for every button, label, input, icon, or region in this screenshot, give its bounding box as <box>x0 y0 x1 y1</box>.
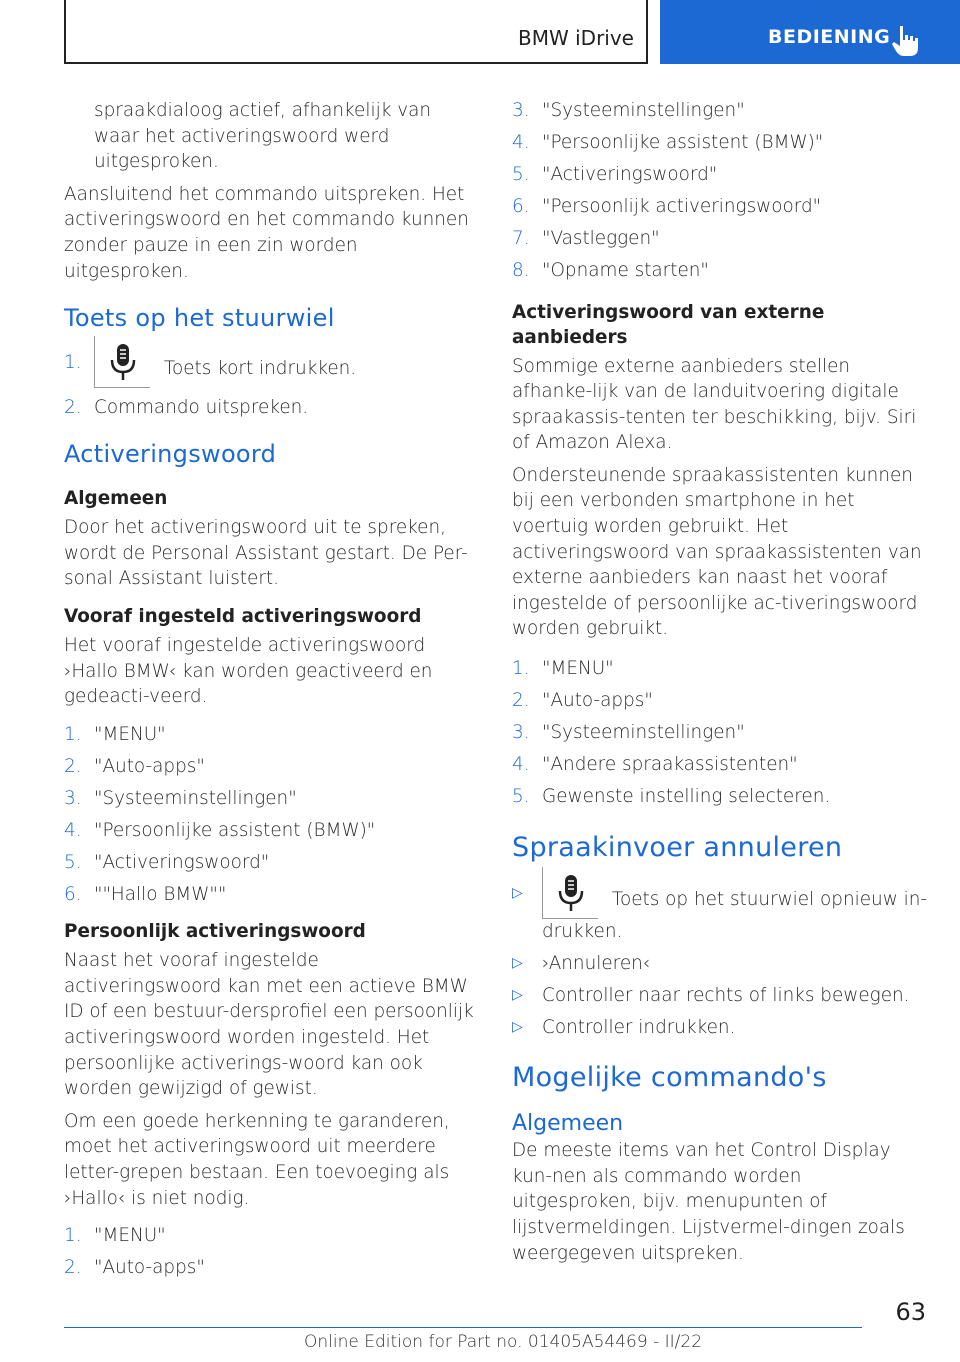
vooraf-steps <box>64 722 480 908</box>
bullet-triangle-icon: ▷ <box>512 986 523 1003</box>
list-item: 3. "Systeeminstellingen" <box>64 787 297 809</box>
list-item: ▷ Toets op het stuurwiel opnieuw in-drukken. <box>512 881 928 945</box>
list-item: 4. "Persoonlijke assistent (BMW)" <box>64 819 376 841</box>
list-item: 3. "Systeeminstellingen" <box>512 100 745 121</box>
persoonlijk-paragraph-2: Om een goede herkenning te garanderen, moet het activeringswoord uit meerdere letter-grepen bestaan. Een toevoeging als ›Hallo‹ is niet nodig. <box>64 1110 450 1209</box>
vooraf-paragraph: Het vooraf ingestelde activeringswoord ›Hallo BMW‹ kan worden geactiveerd en gedeacti-veerd. <box>64 634 433 708</box>
extern-paragraph-2: Ondersteunende spraakassistenten kunnen bij een verbonden smartphone in het voertuig worden gebruikt. Het activeringswoord van spraakassistenten van externe aanbieders kan naast het vooraf ingestelde of persoonlijke ac-tiveringswoord worden gebruikt. <box>512 464 922 640</box>
heading-persoonlijk: Persoonlijk activeringswoord <box>64 921 366 943</box>
header-section: BEDIENING <box>768 26 891 48</box>
footer-edition: Online Edition for Part no. 01405A54469 - II/22 <box>304 1332 703 1352</box>
mogelijke-paragraph: De meeste items van het Control Display kun-nen als commando worden uitgesproken, bijv. menupunten of lijstvermeldingen. Lijstvermel-dingen zoals weergegeven uitspreken. <box>512 1140 905 1264</box>
page-number: 63 <box>895 1298 926 1326</box>
microphone-button-icon <box>542 867 598 919</box>
intro-continuation: spraakdialoog actief, afhankelijk van waar het activeringswoord werd uitgesproken. <box>94 100 432 173</box>
list-item: 6. ""Hallo BMW"" <box>64 883 227 905</box>
bullet-triangle-icon: ▷ <box>512 884 523 901</box>
list-item: 6. "Persoonlijk activeringswoord" <box>512 195 822 217</box>
heading-activeringswoord: Activeringswoord <box>64 440 277 469</box>
extern-steps <box>512 656 928 810</box>
algemeen-paragraph: Door het activeringswoord uit te spreken, wordt de Personal Assistant gestart. De Per-sonal Assistant luistert. <box>64 517 468 590</box>
heading-mogelijke-commandos: Mogelijke commando's <box>512 1062 827 1094</box>
heading-algemeen: Algemeen <box>64 488 168 510</box>
heading-toets-stuurwiel: Toets op het stuurwiel <box>64 304 335 333</box>
list-item: 2. Commando uitspreken. <box>64 396 309 418</box>
list-item: 5. "Activeringswoord" <box>64 851 270 873</box>
left-column <box>64 98 480 1289</box>
list-item: ▷ Controller indrukken. <box>512 1015 928 1041</box>
heading-vooraf: Vooraf ingesteld activeringswoord <box>64 605 422 627</box>
annuleren-bullets <box>512 881 928 1041</box>
list-item: 1. "MENU" <box>512 658 614 680</box>
list-item: 2. "Auto-apps" <box>64 1257 205 1279</box>
microphone-button-icon <box>94 336 150 388</box>
heading-algemeen-2: Algemeen <box>512 1111 624 1137</box>
bullet-triangle-icon: ▷ <box>512 1018 523 1035</box>
header-chapter: BMW iDrive <box>518 26 634 50</box>
toets-steps <box>64 350 480 420</box>
list-item: ▷ Controller naar rechts of links bewegen. <box>512 983 928 1009</box>
bullet-triangle-icon: ▷ <box>512 954 523 971</box>
persoonlijk-steps <box>64 1223 480 1281</box>
list-item: 1. "MENU" <box>64 723 166 745</box>
list-item: 2. "Auto-apps" <box>512 690 653 712</box>
header-chapter-box <box>64 0 648 64</box>
right-column <box>512 98 928 1273</box>
list-item: 2. "Auto-apps" <box>64 755 205 777</box>
extern-paragraph-1: Sommige externe aanbieders stellen afhanke-lijk van de landuitvoering digitale spraakassis-tenten ter beschikking, bijv. Siri of Amazon Alexa. <box>512 355 917 454</box>
list-item: 1. Toets kort indrukken. <box>64 350 480 388</box>
list-item: 1. "MENU" <box>64 1225 166 1247</box>
list-item: 7. "Vastleggen" <box>512 227 660 249</box>
list-item: 4. "Andere spraakassistenten" <box>512 754 798 775</box>
persoonlijk-steps-continued <box>512 98 928 284</box>
footer-divider <box>64 1327 862 1328</box>
heading-extern: Activeringswoord van externe aanbieders <box>512 301 825 348</box>
pointing-hand-icon <box>890 24 920 58</box>
heading-spraakinvoer-annuleren: Spraakinvoer annuleren <box>512 831 843 863</box>
list-item: 4. "Persoonlijke assistent (BMW)" <box>512 131 824 153</box>
list-item: 8. "Opname starten" <box>512 259 709 281</box>
persoonlijk-paragraph-1: Naast het vooraf ingestelde activeringswoord kan met een actieve BMW ID of een bestuur-dersprofiel een persoonlijk activeringswoord worden ingesteld. Het persoonlijke activerings-woord kan ook worden gewijzigd of gewist. <box>64 950 474 1100</box>
list-item: 5. Gewenste instelling selecteren. <box>512 785 831 807</box>
list-item: 3. "Systeeminstellingen" <box>512 722 745 744</box>
list-item: ▷ ›Annuleren‹ <box>512 951 928 977</box>
list-item: 5. "Activeringswoord" <box>512 163 718 185</box>
intro-paragraph: Aansluitend het commando uitspreken. Het activeringswoord en het commando kunnen zonder pauze in een zin worden uitgesproken. <box>64 183 469 282</box>
